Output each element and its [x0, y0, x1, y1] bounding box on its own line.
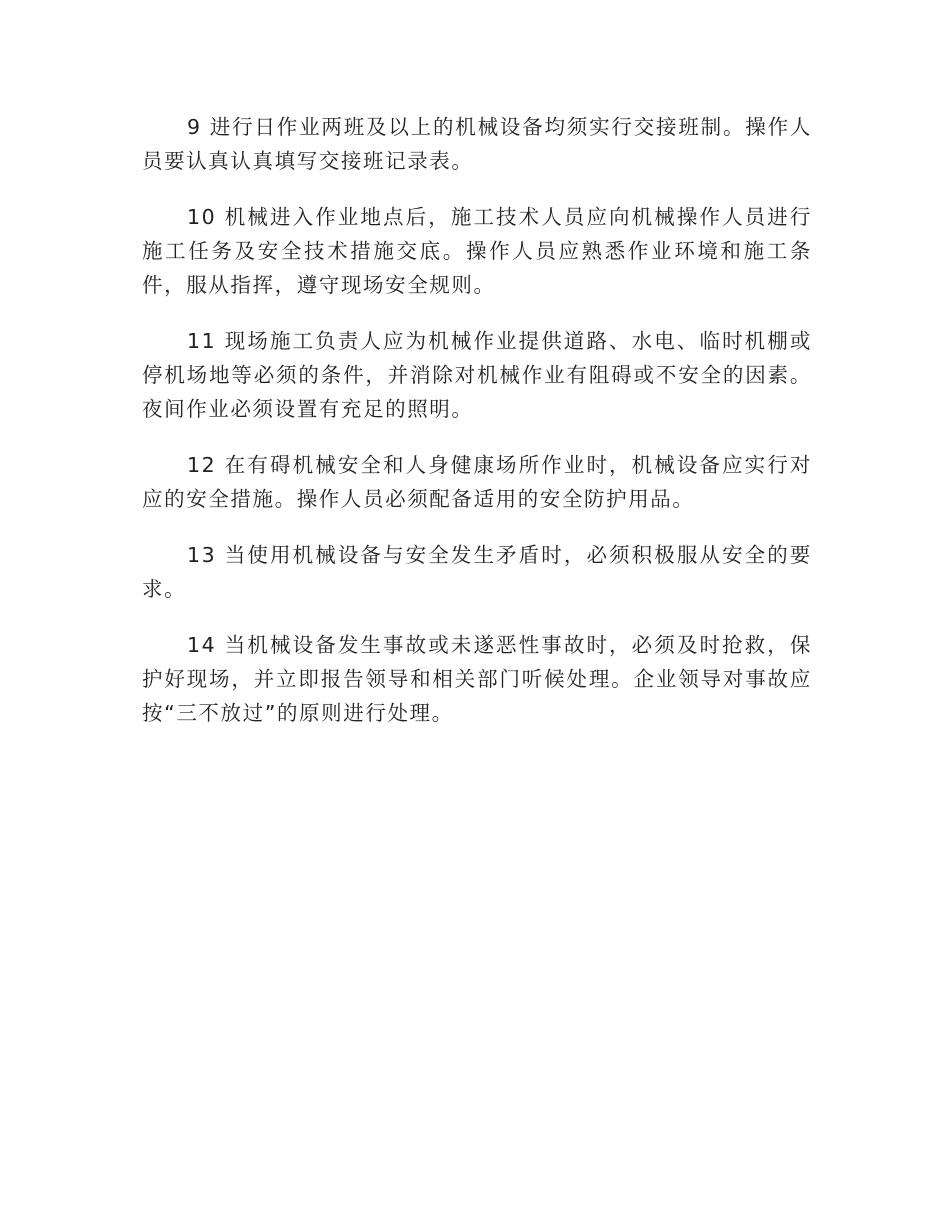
clause-number: 13 — [187, 543, 217, 567]
clause-text: 当使用机械设备与安全发生矛盾时，必须积极服从安全的要求。 — [142, 543, 812, 601]
clause-text: 在有碍机械安全和人身健康场所作业时，机械设备应实行对应的安全措施。操作人员必须配备适用的安全防护用品。 — [142, 453, 812, 511]
document-body — [142, 110, 812, 752]
clause-13 — [142, 538, 812, 606]
clause-text: 当机械设备发生事故或未遂恶性事故时，必须及时抢救，保护好现场，并立即报告领导和相关部门听候处理。企业领导对事故应按“三不放过”的原则进行处理。 — [142, 633, 812, 725]
clause-10 — [142, 200, 812, 302]
clause-text: 机械进入作业地点后，施工技术人员应向机械操作人员进行施工任务及安全技术措施交底。操作人员应熟悉作业环境和施工条件，服从指挥，遵守现场安全规则。 — [142, 205, 812, 297]
clause-14 — [142, 628, 812, 730]
clause-number: 12 — [187, 453, 217, 477]
clause-number: 14 — [187, 633, 217, 657]
clause-number: 10 — [187, 205, 217, 229]
clause-number: 9 — [187, 115, 202, 139]
clause-12 — [142, 448, 812, 516]
clause-text: 现场施工负责人应为机械作业提供道路、水电、临时机棚或停机场地等必须的条件，并消除对机械作业有阻碍或不安全的因素。夜间作业必须设置有充足的照明。 — [142, 329, 812, 421]
clause-text: 进行日作业两班及以上的机械设备均须实行交接班制。操作人员要认真认真填写交接班记录表。 — [142, 115, 812, 173]
clause-9 — [142, 110, 812, 178]
clause-11 — [142, 324, 812, 426]
clause-number: 11 — [187, 329, 217, 353]
